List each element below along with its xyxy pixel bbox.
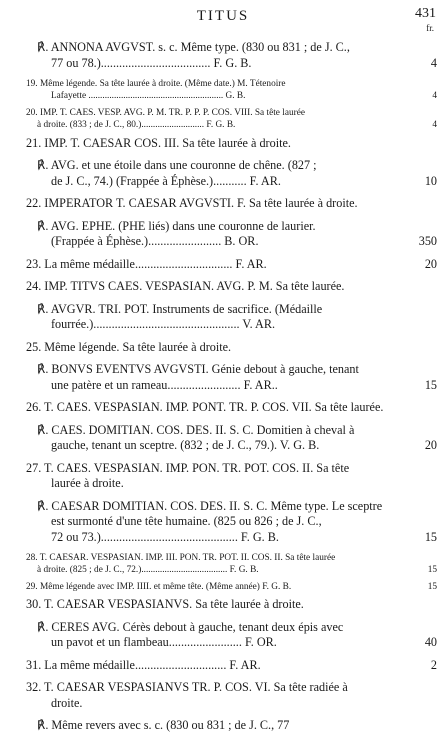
entry-text: ℟. AVGVR. TRI. POT. Instruments de sacrifice. (Médaille (37, 301, 323, 316)
entry-line (0, 257, 446, 273)
entry-line (0, 552, 446, 564)
entry-text: ℟. CAES. DOMITIAN. COS. DES. II. S. C. Domitien à cheval à (37, 422, 355, 437)
entry-spacer (0, 355, 446, 362)
price-value: 2 (430, 657, 437, 672)
entry-spacer (0, 189, 446, 196)
catalogue-entry (0, 196, 446, 212)
entry-line (0, 136, 446, 152)
price-value: 350 (418, 234, 437, 249)
entry-line (0, 461, 446, 477)
entry-line (0, 340, 446, 356)
price-value: 40 (424, 635, 437, 650)
entry-spacer (0, 416, 446, 423)
entry-line (0, 423, 446, 439)
catalogue-entry (0, 107, 446, 132)
entry-text: 19. Même légende. Sa tête laurée à droite. (Même date.) M. Tétenoire (26, 79, 286, 89)
entry-spacer (0, 651, 446, 658)
catalogue-entry (0, 279, 446, 295)
entry-text: 29. Même légende avec IMP. IIII. et même tête. (Même année) F. G. B. (26, 581, 292, 592)
entry-text: ℟. BONVS EVENTVS AVGVSTI. Génie debout à gauche, tenant (37, 362, 359, 377)
entry-spacer (0, 71, 446, 78)
entry-text: fourrée.)................................................ V. AR. (51, 317, 275, 332)
entry-line (0, 499, 446, 515)
price-value: 20 (424, 438, 437, 453)
entry-spacer (0, 613, 446, 620)
entry-spacer (0, 272, 446, 279)
entry-line (0, 107, 446, 119)
entry-line (0, 718, 446, 734)
entry-line (0, 78, 446, 90)
entry-text: droite. (51, 695, 83, 710)
entry-text: 25. Même légende. Sa tête laurée à droite. (26, 339, 232, 354)
entry-line (0, 234, 446, 250)
entry-line (0, 56, 446, 72)
entry-text: un pavot et un flambeau........................ F. OR. (51, 635, 277, 650)
entry-text: à droite. (825 ; de J. C., 72.)..................................... F. G. B. (37, 565, 259, 576)
entry-line (0, 219, 446, 235)
catalogue-entry (0, 400, 446, 416)
catalogue-entry (0, 499, 446, 546)
entry-text: est surmonté d'une tête humaine. (825 ou 826 ; de J. C., (51, 514, 322, 529)
entry-spacer (0, 295, 446, 302)
entry-line (0, 530, 446, 546)
catalogue-entry (0, 620, 446, 651)
price-value: 15 (427, 565, 437, 576)
entry-text: ℟. Même revers avec s. c. (830 ou 831 ; de J. C., 77 (37, 718, 290, 733)
price-value: 4 (432, 91, 437, 102)
price-value: 15 (427, 581, 437, 592)
entry-text: ℟. CAESAR DOMITIAN. COS. DES. II. S. C. Même type. Le sceptre (37, 498, 383, 513)
entry-line (0, 597, 446, 613)
catalogue-entry (0, 581, 446, 593)
entry-text: gauche, tenant un sceptre. (832 ; de J. C., 79.). V. G. B. (51, 438, 320, 453)
entry-spacer (0, 333, 446, 340)
entry-text: 28. T. CAESAR. VESPASIAN. IMP. III. PON. TR. POT. II. COS. II. Sa tête laurée (26, 553, 336, 564)
entry-line (0, 119, 446, 131)
price-value: 4 (432, 120, 437, 131)
entry-line (0, 196, 446, 212)
catalogue-entry (0, 461, 446, 492)
entry-line (0, 658, 446, 674)
entry-text: une patère et un rameau........................ F. AR.. (51, 377, 278, 392)
entry-text: ℟. ANNONA AVGVST. s. c. Même type. (830 ou 831 ; de J. C., (37, 40, 350, 54)
entry-line (0, 302, 446, 318)
entry-spacer (0, 393, 446, 400)
entry-spacer (0, 545, 446, 552)
entry-text: 22. IMPERATOR T. CAESAR AVGVSTI. F. Sa tête laurée à droite. (26, 196, 358, 211)
entry-text: 77 ou 78.).................................... F. G. B. (51, 55, 252, 70)
entry-line (0, 476, 446, 492)
catalogue-entry (0, 423, 446, 454)
entry-text: Lafayette .......................................................... G. B. (51, 91, 246, 102)
entry-line (0, 174, 446, 190)
entry-line (0, 514, 446, 530)
entry-line (0, 158, 446, 174)
entry-text: 27. T. CAES. VESPASIAN. IMP. PON. TR. POT. COS. II. Sa tête (26, 460, 350, 475)
entry-text: de J. C., 74.) (Frappée à Éphèse.)........... F. AR. (51, 173, 281, 188)
price-value: 10 (424, 173, 437, 188)
page-title: TITUS (196, 8, 250, 24)
catalogue-entries (0, 40, 446, 741)
catalogue-entry (0, 680, 446, 711)
entry-line (0, 362, 446, 378)
entry-line (0, 90, 446, 102)
entry-spacer (0, 212, 446, 219)
entry-spacer (0, 492, 446, 499)
entry-line (0, 317, 446, 333)
catalogue-entry (0, 658, 446, 674)
entry-spacer (0, 454, 446, 461)
entry-text: 24. IMP. TITVS CAES. VESPASIAN. AVG. P. M. Sa tête laurée. (26, 279, 345, 294)
catalogue-entry (0, 718, 446, 734)
price-value: 15 (424, 529, 437, 544)
entry-text: ℟. CERES AVG. Cérès debout à gauche, tenant deux épis avec (37, 619, 344, 634)
entry-text: 31. La même médaille.............................. F. AR. (26, 657, 261, 672)
entry-text: laurée à droite. (51, 476, 124, 491)
entry-line (0, 279, 446, 295)
entry-line (0, 581, 446, 593)
entry-line (0, 680, 446, 696)
price-value: 4 (430, 55, 437, 70)
page-number: 431 (415, 6, 436, 21)
catalogue-entry (0, 78, 446, 103)
entry-text: 20. IMP. T. CAES. VESP. AVG. P. M. TR. P. P. P. COS. VIII. Sa tête laurée (26, 107, 305, 118)
entry-line (0, 564, 446, 576)
entry-text: 23. La même médaille................................ F. AR. (26, 256, 267, 271)
entry-spacer (0, 673, 446, 680)
entry-line (0, 40, 446, 56)
entry-text: 32. T. CAESAR VESPASIANVS TR. P. COS. VI. Sa tête radiée à (26, 680, 348, 695)
entry-line (0, 378, 446, 394)
entry-spacer (0, 250, 446, 257)
entry-spacer (0, 711, 446, 718)
entry-text: 26. T. CAES. VESPASIAN. IMP. PONT. TR. P. COS. VII. Sa tête laurée. (26, 400, 384, 415)
entry-text: 72 ou 73.)............................................. F. G. B. (51, 529, 279, 544)
catalogue-entry (0, 40, 446, 71)
catalogue-entry (0, 302, 446, 333)
catalogue-entry (0, 219, 446, 250)
catalogue-entry (0, 362, 446, 393)
entry-text: 21. IMP. T. CAESAR COS. III. Sa tête laurée à droite. (26, 135, 291, 150)
catalogue-entry (0, 136, 446, 152)
entry-line (0, 696, 446, 712)
entry-line (0, 438, 446, 454)
entry-line (0, 400, 446, 416)
entry-text: ℟. AVG. et une étoile dans une couronne de chêne. (827 ; (37, 158, 317, 173)
price-value: 15 (424, 377, 437, 392)
catalogue-entry (0, 597, 446, 613)
entry-text: à droite. (833 ; de J. C., 80.)........................... F. G. B. (37, 120, 236, 131)
entry-spacer (0, 734, 446, 741)
entry-text: ℟. AVG. EPHE. (PHE liés) dans une couronne de laurier. (37, 218, 316, 233)
price-value: 20 (424, 256, 437, 271)
entry-line (0, 620, 446, 636)
catalogue-entry (0, 552, 446, 577)
entry-line (0, 635, 446, 651)
catalogue-entry (0, 257, 446, 273)
entry-text: (Frappée à Éphèse.)........................ B. OR. (51, 234, 259, 249)
entry-text: 30. T. CAESAR VESPASIANVS. Sa tête laurée à droite. (26, 597, 304, 612)
entry-spacer (0, 151, 446, 158)
value-column-label: fr. (426, 23, 434, 33)
catalogue-entry (0, 158, 446, 189)
catalogue-entry (0, 340, 446, 356)
page-header (0, 6, 446, 36)
